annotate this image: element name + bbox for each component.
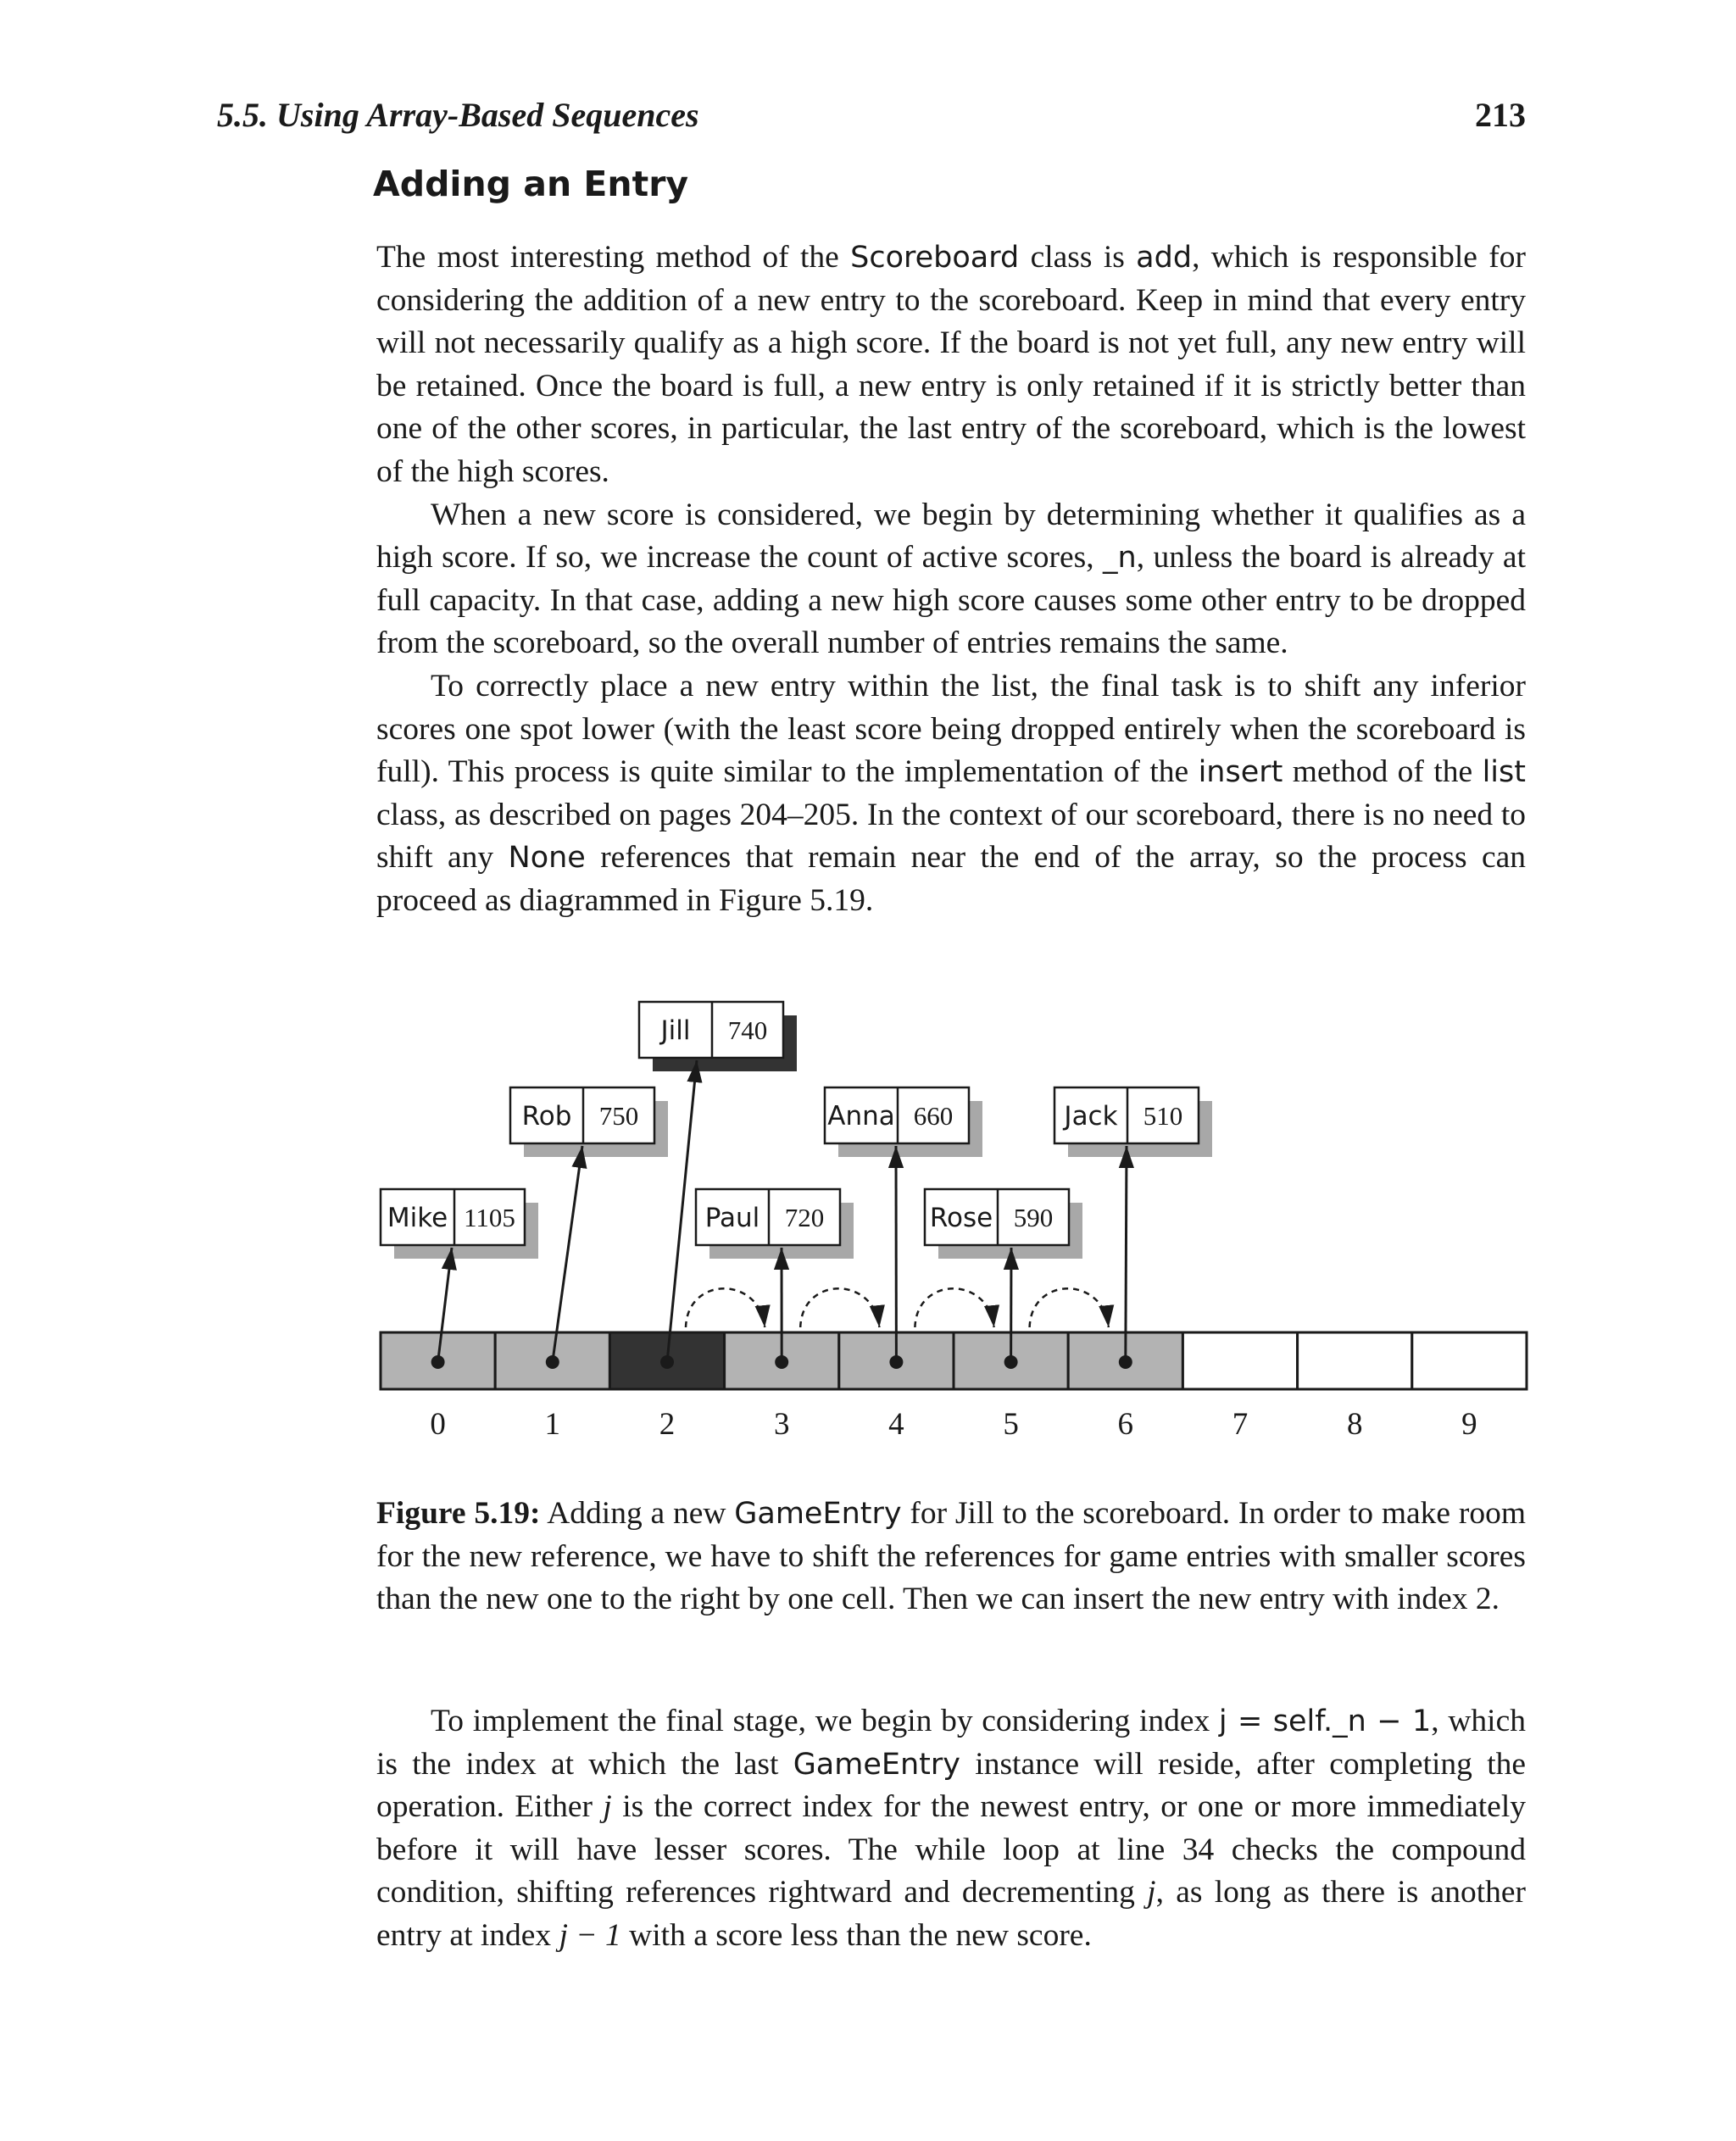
index-label: 3: [773, 1407, 790, 1442]
text-run: method of the: [1283, 754, 1483, 790]
shift-arrow: [800, 1288, 879, 1327]
caption-label: Figure 5.19:: [376, 1496, 541, 1531]
shift-arrow: [686, 1288, 765, 1327]
body-text-bottom: [376, 1700, 1526, 1958]
text-run: , as long as there is another entry at index: [376, 1875, 1526, 1953]
section-title: 5.5. Using Array-Based Sequences: [217, 96, 699, 134]
text-run: with a score less than the new score.: [620, 1917, 1092, 1953]
entry-name: Jill: [660, 1015, 691, 1046]
index-label: 6: [1117, 1407, 1134, 1442]
entry-name: Paul: [704, 1203, 760, 1233]
code-n: _n: [1103, 541, 1137, 576]
entry-name: Anna: [827, 1101, 895, 1132]
entry-score: 1105: [464, 1203, 515, 1232]
page-number: 213: [1475, 96, 1526, 134]
caption-text: Adding a new: [540, 1496, 735, 1531]
index-label: 1: [544, 1407, 561, 1442]
entry-score: 510: [1143, 1101, 1183, 1131]
code-scoreboard: Scoreboard: [850, 241, 1020, 275]
entry-name: Rob: [521, 1101, 572, 1132]
shift-arrow: [1030, 1288, 1109, 1327]
text-run: is the correct index for the newest entry, or one or more immediately before it will have lesser scores. The while loop at line 34 checks the compound condition, shifting references rightward and decrementing: [376, 1789, 1526, 1910]
code-add: add: [1136, 241, 1193, 275]
array-cell-8: [1298, 1332, 1412, 1389]
text-run: class is: [1019, 240, 1137, 275]
index-label: 4: [888, 1407, 904, 1442]
entry-name: Rose: [929, 1203, 993, 1233]
reference-arrow: [553, 1146, 582, 1362]
text-run: When a new score is considered, we begin by determining whether it qualifies as a high score. If so, we increase the count of active scores,: [376, 497, 1526, 576]
var-j: j: [603, 1789, 612, 1825]
text-run: To implement the final stage, we begin by considering index: [431, 1704, 1219, 1738]
index-label: 5: [1003, 1407, 1019, 1442]
var-j: j: [1147, 1875, 1156, 1910]
array-cell-9: [1412, 1332, 1527, 1389]
text-run: To correctly place a new entry within the list, the final task is to shift any inferior scores one spot lower (with the least score being dropped entirely when the scoreboard is full). This process is quite similar to the implementation of the: [376, 668, 1526, 790]
subsection-heading: Adding an Entry: [373, 164, 689, 204]
reference-arrow: [667, 1060, 697, 1362]
shift-arrow: [915, 1288, 993, 1327]
entry-score: 660: [913, 1101, 954, 1131]
code-gameentry: GameEntry: [734, 1497, 902, 1531]
index-label: 7: [1232, 1407, 1249, 1442]
var-j-minus-1: j − 1: [559, 1917, 621, 1953]
code-insert: insert: [1198, 755, 1283, 790]
text-run: class, as described on pages 204–205. In the context of our scoreboard, there is no need to shift any: [376, 797, 1526, 876]
code-gameentry: GameEntry: [793, 1747, 961, 1782]
index-label: 0: [430, 1407, 446, 1442]
reference-arrow: [1126, 1146, 1127, 1362]
text-run: , which is the index at which the last: [376, 1704, 1526, 1782]
code-j-expr: j = self._n − 1: [1218, 1704, 1432, 1738]
entry-name: Jack: [1064, 1101, 1118, 1132]
caption-text: for Jill to the scoreboard. In order to make room for the new reference, we have to shift the references for game entries with smaller scores than the new one to the right by one cell. Then we can insert the new entry with index 2.: [376, 1496, 1527, 1617]
entry-score: 740: [727, 1015, 768, 1045]
figure-caption: [376, 1493, 1526, 1621]
entry-score: 750: [598, 1101, 639, 1131]
index-label: 2: [659, 1407, 676, 1442]
code-list: list: [1482, 755, 1526, 790]
text-run: , unless the board is already at full capacity. In that case, adding a new high score causes some other entry to be dropped from the scoreboard, so the overall number of entries remains the same.: [376, 540, 1526, 661]
index-label: 8: [1346, 1407, 1363, 1442]
entry-score: 720: [784, 1203, 825, 1232]
text-run: instance will reside, after completing the operation. Either: [376, 1746, 1527, 1825]
text-run: The most interesting method of the: [376, 240, 851, 275]
entry-score: 590: [1013, 1203, 1054, 1232]
text-run: , which is responsible for considering the addition of a new entry to the scoreboard. Keep in mind that every entry will not necessarily qualify as a high score. If the board is not yet full, any new entry will be retained. Once the board is full, a new entry is only retained if it is strictly better than one of the other scores, in particular, the last entry of the scoreboard, which is the lowest of the high scores.: [376, 240, 1526, 489]
text-run: references that remain near the end of the array, so the process can proceed as diagrammed in Figure 5.19.: [376, 840, 1526, 918]
code-none: None: [508, 841, 586, 876]
index-label: 9: [1461, 1407, 1477, 1442]
array-cell-7: [1182, 1332, 1297, 1389]
entry-name: Mike: [387, 1203, 448, 1233]
paragraph-4: [376, 1700, 1526, 1958]
